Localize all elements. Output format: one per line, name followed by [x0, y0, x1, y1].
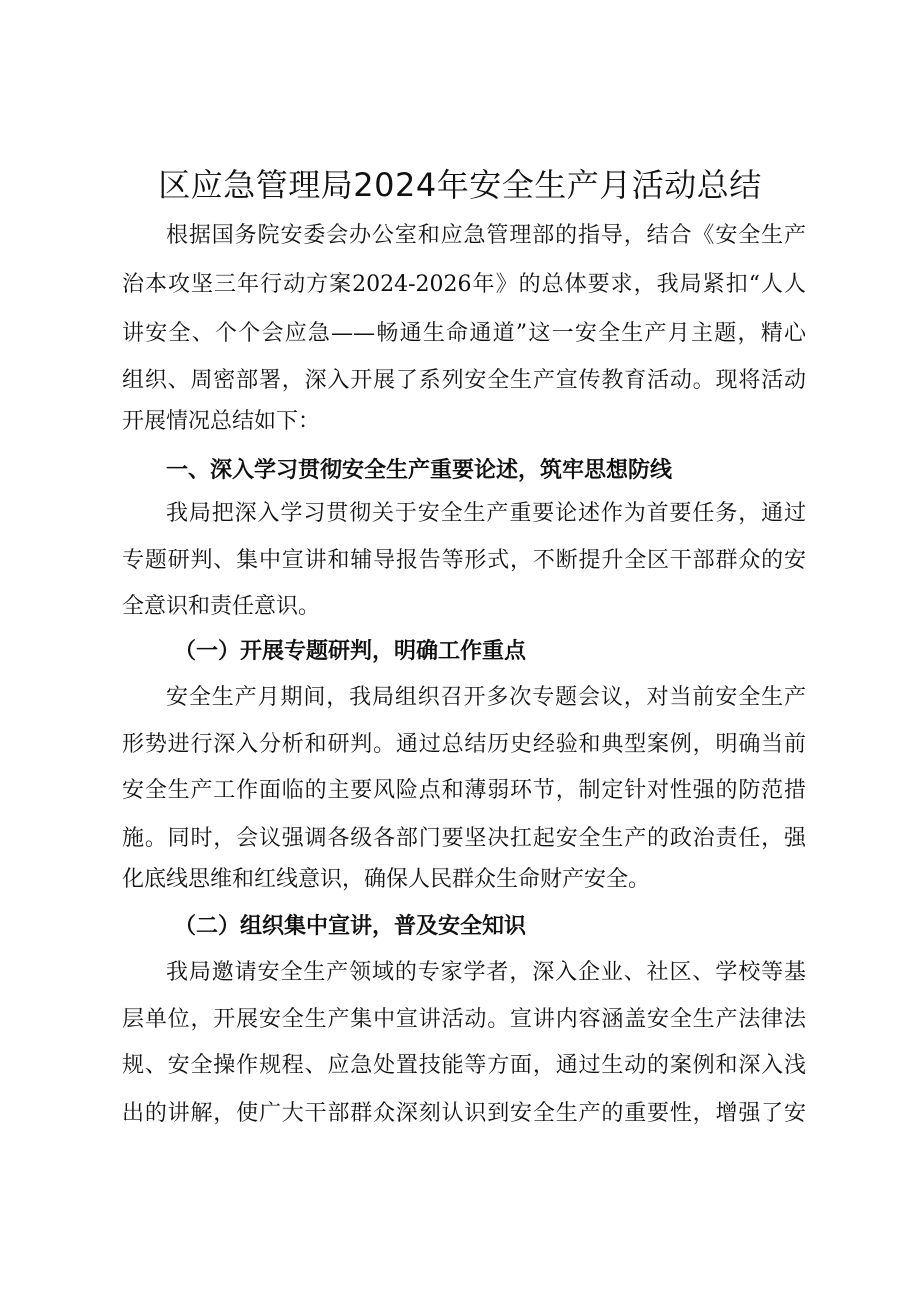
section1-heading: 一、深入学习贯彻安全生产重要论述，筑牢思想防线 — [166, 457, 673, 483]
section1-line-3: 全意识和责任意识。 — [122, 594, 321, 619]
sub1-line-1: 安全生产月期间，我局组织召开多次专题会议，对当前安全生产 — [166, 685, 806, 710]
sub1-line-3: 安全生产工作面临的主要风险点和薄弱环节，制定针对性强的防范措 — [122, 778, 806, 803]
sub2-heading: （二）组织集中宣讲，普及安全知识 — [174, 913, 527, 939]
sub2-line-4: 出的讲解，使广大干部群众深刻认识到安全生产的重要性，增强了安 — [122, 1101, 806, 1126]
sub2-line-2: 层单位，开展安全生产集中宣讲活动。宣讲内容涵盖安全生产法律法 — [122, 1007, 806, 1032]
intro-line-2: 治本攻坚三年行动方案2024-2026年》的总体要求，我局紧扣“人人 — [122, 272, 806, 297]
sub1-heading: （一）开展专题研判，明确工作重点 — [174, 638, 527, 664]
sub2-line-3: 规、安全操作规程、应急处置技能等方面，通过生动的案例和深入浅 — [122, 1053, 806, 1078]
sub1-line-4: 施。同时，会议强调各级各部门要坚决扛起安全生产的政治责任，强 — [122, 826, 806, 851]
intro-line-5: 开展情况总结如下： — [122, 409, 321, 434]
sub1-line-5: 化底线思维和红线意识，确保人民群众生命财产安全。 — [122, 867, 651, 892]
sub2-line-1: 我局邀请安全生产领域的专家学者，深入企业、社区、学校等基 — [166, 960, 806, 985]
sub1-line-2: 形势进行深入分析和研判。通过总结历史经验和典型案例，明确当前 — [122, 732, 806, 757]
document-title: 区应急管理局2024年安全生产月活动总结 — [158, 166, 762, 204]
intro-line-4: 组织、周密部署，深入开展了系列安全生产宣传教育活动。现将活动 — [122, 368, 806, 393]
section1-line-2: 专题研判、集中宣讲和辅导报告等形式，不断提升全区干部群众的安 — [122, 548, 806, 573]
intro-line-1: 根据国务院安委会办公室和应急管理部的指导，结合《安全生产 — [166, 223, 806, 248]
section1-line-1: 我局把深入学习贯彻关于安全生产重要论述作为首要任务，通过 — [166, 501, 806, 526]
intro-line-3: 讲安全、个个会应急——畅通生命通道”这一安全生产月主题，精心 — [122, 321, 806, 346]
